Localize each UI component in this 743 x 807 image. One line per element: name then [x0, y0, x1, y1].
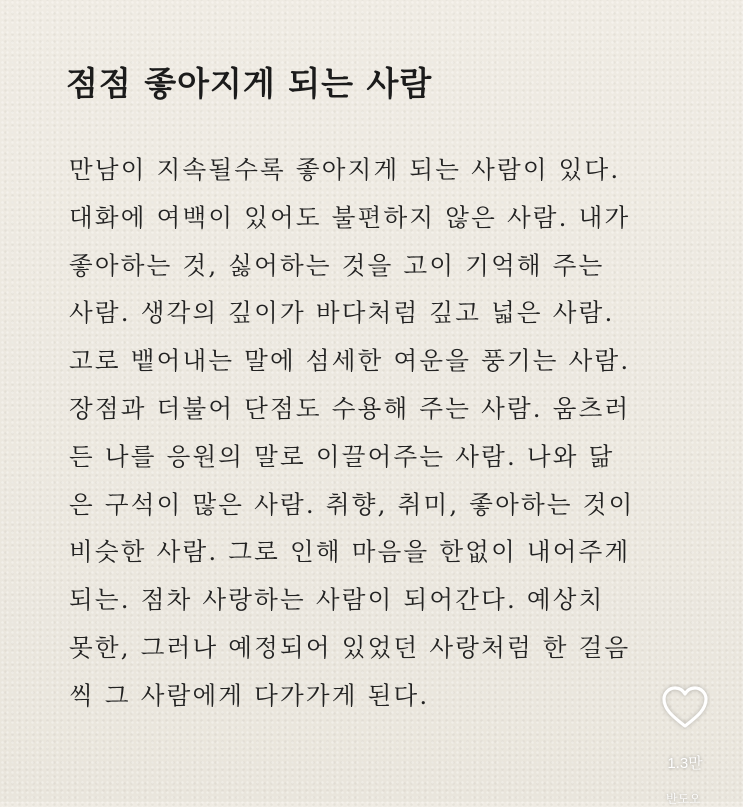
body-line: 되는. 점차 사랑하는 사람이 되어간다. 예상치: [69, 585, 605, 615]
body-line: 든 나를 응원의 말로 이끌어주는 사람. 나와 닮: [69, 441, 615, 471]
next-item-label[interactable]: 반도오: [666, 792, 701, 806]
body-line: 좋아하는 것, 싫어하는 것을 고이 기억해 주는: [69, 250, 605, 280]
like-button[interactable]: [660, 684, 710, 730]
body-line: 만남이 지속될수록 좋아지게 되는 사람이 있다.: [69, 155, 621, 184]
body-line: 고로 뱉어내는 말에 섬세한 여운을 풍기는 사람.: [69, 346, 631, 376]
body-line: 못한, 그러나 예정되어 있었던 사랑처럼 한 걸음: [69, 632, 631, 662]
like-count: 1.3만: [667, 755, 703, 772]
post-title: 점점 좋아지게 되는 사람: [66, 64, 433, 103]
body-line: 사람. 생각의 깊이가 바다처럼 깊고 넓은 사람.: [69, 298, 615, 328]
body-line: 비슷한 사람. 그로 인해 마음을 한없이 내어주게: [69, 537, 631, 567]
body-line: 씩 그 사람에게 다가가게 된다.: [69, 680, 430, 710]
heart-outline-icon: [660, 684, 710, 730]
post-body: [69, 146, 659, 720]
body-line: 대화에 여백이 있어도 불편하지 않은 사람. 내가: [69, 202, 631, 232]
body-line: 장점과 더불어 단점도 수용해 주는 사람. 움츠러: [69, 393, 631, 423]
body-line: 은 구석이 많은 사람. 취향, 취미, 좋아하는 것이: [69, 489, 635, 519]
